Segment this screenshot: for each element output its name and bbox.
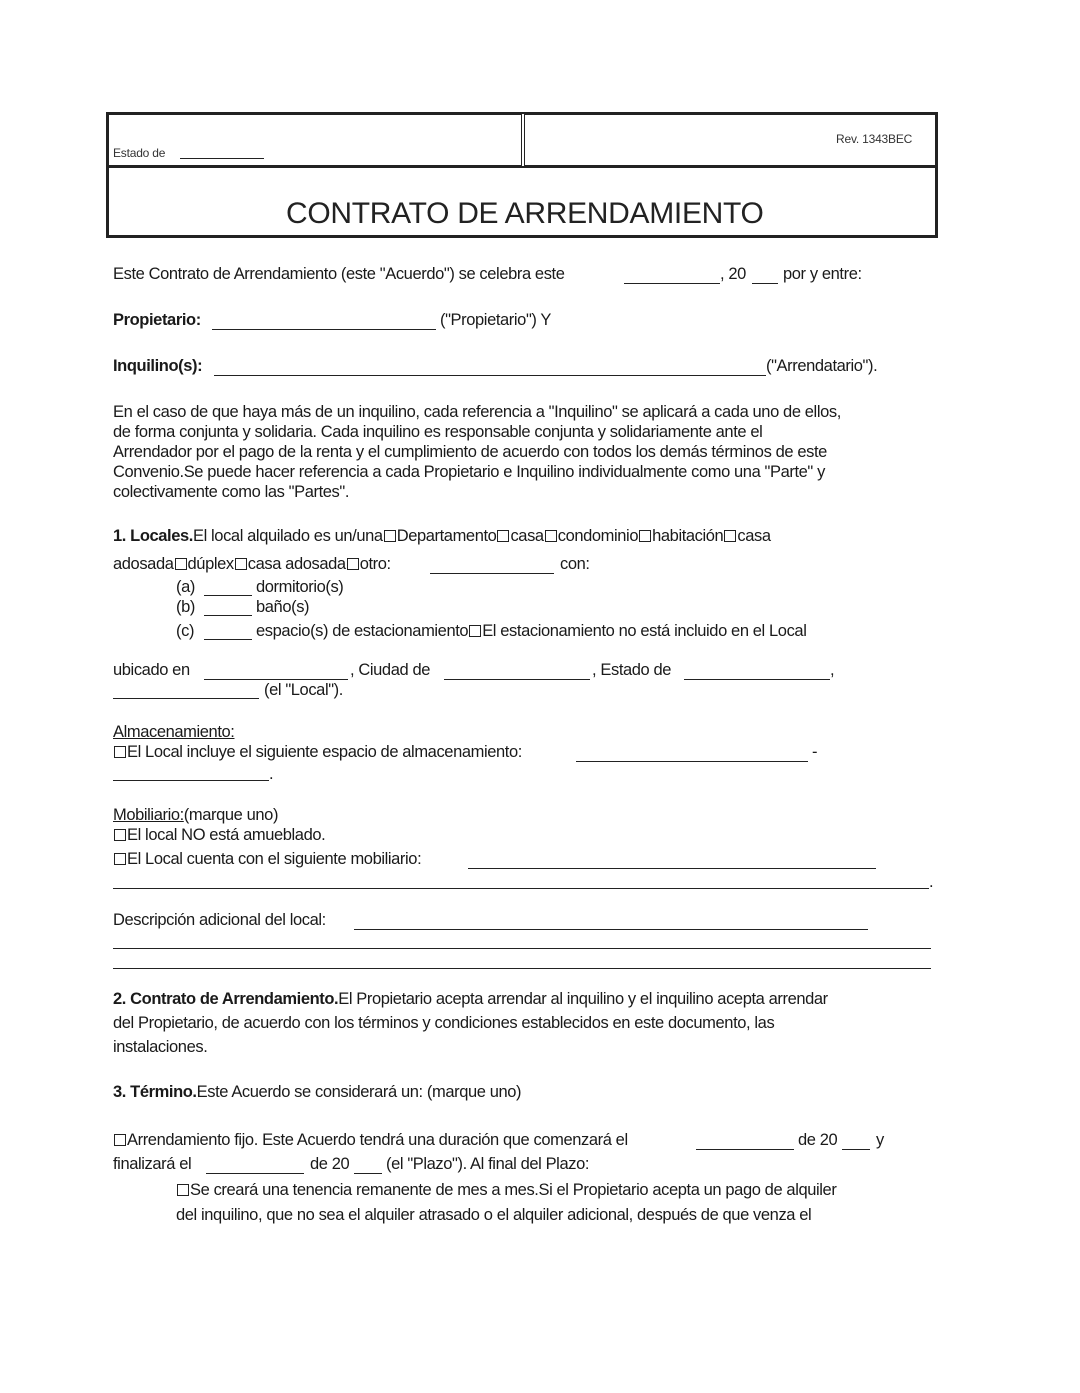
bedrooms-blank[interactable] bbox=[204, 595, 252, 596]
joint-line-4: Convenio.Se puede hacer referencia a cada Propietario e Inquilino individualmente como una "Parte" y bbox=[113, 463, 825, 481]
furniture-heading: Mobiliario: bbox=[113, 806, 184, 824]
holdover-text-2: del inquilino, que no sea el alquiler atrasado o el alquiler adicional, después de que venza el bbox=[176, 1206, 812, 1224]
option-adosada-part2: adosada bbox=[113, 555, 174, 573]
parking-blank[interactable] bbox=[204, 639, 252, 640]
bedrooms-text: dormitorio(s) bbox=[256, 578, 344, 596]
storage-dot: . bbox=[269, 765, 274, 783]
holdover-text-1: Se creará una tenencia remanente de mes a mes.Si el Propietario acepta un pago de alquiler bbox=[190, 1181, 837, 1199]
furniture-blank-2[interactable] bbox=[113, 888, 929, 889]
term-heading: 3. Término. bbox=[113, 1083, 197, 1101]
intro-date-blank[interactable] bbox=[624, 283, 720, 284]
checkbox-casa-adosada[interactable] bbox=[724, 530, 736, 542]
landlord-suffix: ("Propietario") Y bbox=[440, 311, 551, 329]
landlord-blank[interactable] bbox=[212, 329, 436, 330]
premises-row-2 bbox=[113, 554, 391, 574]
checkbox-unfurnished[interactable] bbox=[114, 829, 126, 841]
furniture-dot: . bbox=[929, 873, 934, 891]
additional-blank-2[interactable] bbox=[113, 948, 931, 949]
checkbox-holdover[interactable] bbox=[177, 1184, 189, 1196]
option-condominio: condominio bbox=[557, 527, 639, 545]
fixed-end-date-blank[interactable] bbox=[206, 1173, 304, 1174]
located-label: ubicado en bbox=[113, 661, 190, 679]
option-casa-adosada: casa adosada bbox=[247, 555, 346, 573]
bathrooms-label: (b) bbox=[176, 598, 195, 616]
checkbox-otro[interactable] bbox=[347, 558, 359, 570]
lease-heading: 2. Contrato de Arrendamiento. bbox=[113, 990, 339, 1008]
unfurnished-text: El local NO está amueblado. bbox=[127, 826, 326, 844]
joint-line-3: Arrendador por el pago de la renta y el cumplimiento de acuerdo con todos los demás términos de este bbox=[113, 443, 827, 461]
checkbox-storage[interactable] bbox=[114, 746, 126, 758]
state-label-premises: , Estado de bbox=[592, 661, 672, 679]
joint-line-2: de forma conjunta y solidaria. Cada inquilino es responsable conjunta y solidariamente ante el bbox=[113, 423, 763, 441]
otro-blank[interactable] bbox=[430, 573, 554, 574]
fixed-start-year-blank[interactable] bbox=[842, 1149, 870, 1150]
state-comma: , bbox=[830, 661, 835, 679]
furniture-hint: (marque uno) bbox=[183, 806, 279, 824]
intro-between: por y entre: bbox=[783, 265, 862, 283]
premises-row-1 bbox=[113, 526, 771, 546]
premises-text: El local alquilado es un/una bbox=[192, 527, 383, 545]
revision-code: Rev. 1343BEC bbox=[836, 132, 913, 146]
landlord-label: Propietario: bbox=[113, 311, 201, 329]
storage-row bbox=[113, 742, 522, 762]
additional-label: Descripción adicional del local: bbox=[113, 911, 326, 929]
additional-blank-1[interactable] bbox=[354, 929, 868, 930]
header-state-cell bbox=[108, 114, 522, 166]
storage-heading: Almacenamiento: bbox=[113, 723, 235, 741]
bathrooms-blank[interactable] bbox=[204, 615, 252, 616]
city-blank[interactable] bbox=[444, 679, 590, 680]
tenant-suffix: ("Arrendatario"). bbox=[766, 357, 878, 375]
state-blank-premises[interactable] bbox=[684, 679, 830, 680]
fixed-start-date-blank[interactable] bbox=[696, 1149, 794, 1150]
option-otro: otro: bbox=[359, 555, 391, 573]
checkbox-parking-not-included[interactable] bbox=[469, 625, 481, 637]
furniture-option-2 bbox=[113, 849, 421, 869]
storage-blank-2[interactable] bbox=[113, 780, 269, 781]
zip-blank[interactable] bbox=[113, 698, 259, 699]
checkbox-duplex[interactable] bbox=[175, 558, 187, 570]
parking-text: espacio(s) de estacionamiento bbox=[256, 622, 469, 640]
local-definition: (el "Local"). bbox=[264, 681, 343, 699]
fixed-end-year-blank[interactable] bbox=[354, 1173, 382, 1174]
fixed-term-end-text: (el "Plazo"). Al final del Plazo: bbox=[386, 1155, 590, 1173]
parking-not-included-text: El estacionamiento no está incluido en el Local bbox=[482, 622, 807, 640]
state-label: Estado de bbox=[113, 146, 166, 160]
checkbox-departamento[interactable] bbox=[384, 530, 396, 542]
lease-line-2: del Propietario, de acuerdo con los términos y condiciones establecidos en este documento, las bbox=[113, 1014, 775, 1032]
lease-line-1 bbox=[113, 989, 828, 1009]
storage-dash: - bbox=[812, 743, 818, 761]
intro-year-blank[interactable] bbox=[752, 283, 778, 284]
joint-line-1: En el caso de que haya más de un inquilino, cada referencia a "Inquilino" se aplicará a cada uno de ellos, bbox=[113, 403, 841, 421]
option-habitacion: habitación bbox=[652, 527, 724, 545]
joint-line-5: colectivamente como las "Partes". bbox=[113, 483, 350, 501]
lease-line-3: instalaciones. bbox=[113, 1038, 208, 1056]
fixed-and: y bbox=[876, 1131, 884, 1149]
checkbox-condominio[interactable] bbox=[545, 530, 557, 542]
furniture-blank-1[interactable] bbox=[468, 868, 876, 869]
furniture-heading-row bbox=[113, 805, 278, 825]
additional-blank-3[interactable] bbox=[113, 968, 931, 969]
storage-text: El Local incluye el siguiente espacio de almacenamiento: bbox=[127, 743, 522, 761]
option-casa-part1: casa bbox=[737, 527, 771, 545]
checkbox-casa-adosada-2[interactable] bbox=[235, 558, 247, 570]
option-casa: casa bbox=[510, 527, 544, 545]
tenant-label: Inquilino(s): bbox=[113, 357, 203, 375]
bedrooms-label: (a) bbox=[176, 578, 195, 596]
con-label: con: bbox=[560, 555, 590, 573]
option-duplex: dúplex bbox=[187, 555, 234, 573]
parking-row bbox=[256, 621, 806, 641]
checkbox-furnished[interactable] bbox=[114, 853, 126, 865]
term-text: Este Acuerdo se considerará un: (marque uno) bbox=[196, 1083, 522, 1101]
fixed-end-label: finalizará el bbox=[113, 1155, 192, 1173]
fixed-term-text: Arrendamiento fijo. Este Acuerdo tendrá una duración que comenzará el bbox=[127, 1131, 628, 1149]
premises-heading: 1. Locales. bbox=[113, 527, 193, 545]
furnished-text: El Local cuenta con el siguiente mobiliario: bbox=[127, 850, 422, 868]
checkbox-casa[interactable] bbox=[497, 530, 509, 542]
document-title: CONTRATO DE ARRENDAMIENTO bbox=[286, 197, 764, 230]
option-departamento: Departamento bbox=[396, 527, 497, 545]
city-label: , Ciudad de bbox=[350, 661, 430, 679]
checkbox-habitacion[interactable] bbox=[639, 530, 651, 542]
term-row bbox=[113, 1082, 521, 1102]
fixed-end-year-label: de 20 bbox=[310, 1155, 350, 1173]
parking-label: (c) bbox=[176, 622, 195, 640]
checkbox-fixed-term[interactable] bbox=[114, 1134, 126, 1146]
storage-blank[interactable] bbox=[576, 761, 808, 762]
fixed-start-year-label: de 20 bbox=[798, 1131, 838, 1149]
intro-year: , 20 bbox=[720, 265, 746, 283]
intro-text: Este Contrato de Arrendamiento (este "Acuerdo") se celebra este bbox=[113, 265, 565, 283]
bathrooms-text: baño(s) bbox=[256, 598, 310, 616]
furniture-option-1 bbox=[113, 825, 325, 845]
state-blank[interactable] bbox=[180, 158, 264, 159]
fixed-term-row-1 bbox=[113, 1130, 628, 1150]
lease-text-1: El Propietario acepta arrendar al inquilino y el inquilino acepta arrendar bbox=[338, 990, 828, 1008]
tenant-blank[interactable] bbox=[214, 375, 766, 376]
holdover-row-1 bbox=[176, 1180, 836, 1200]
